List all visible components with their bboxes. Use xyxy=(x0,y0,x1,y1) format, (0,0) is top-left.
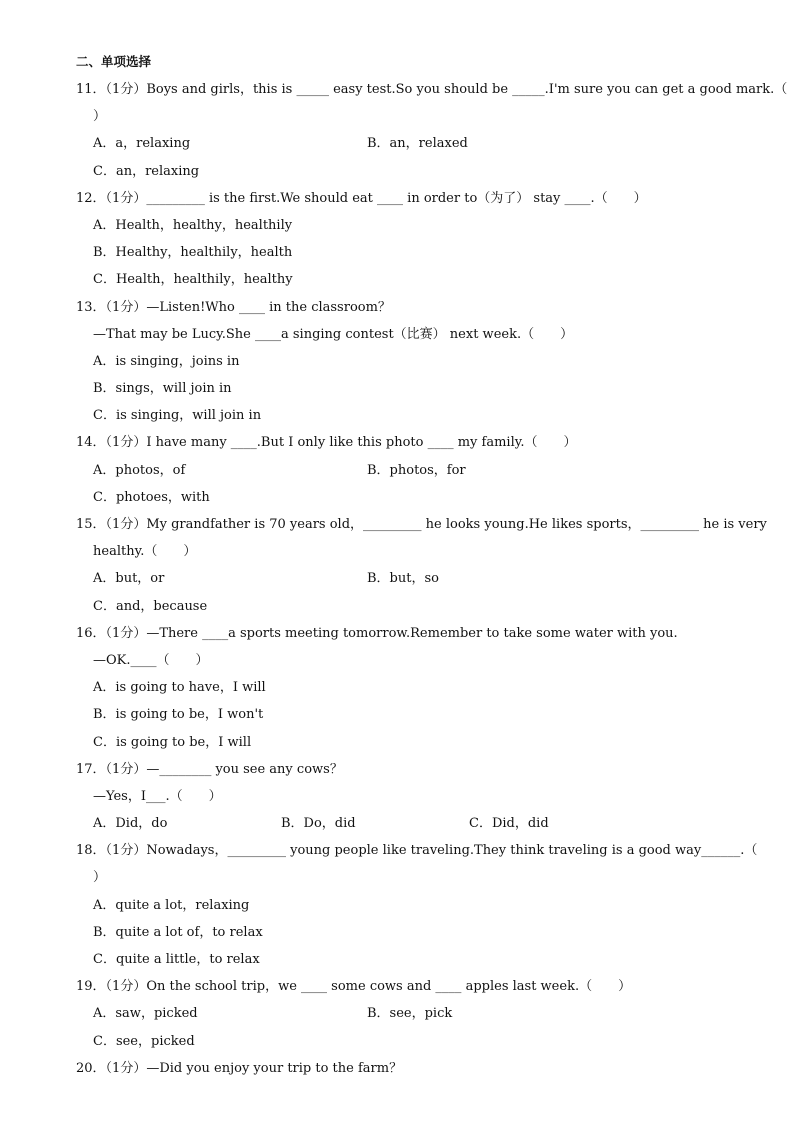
question-stem-continuation: ） xyxy=(93,870,107,886)
answer-option: A．but，or xyxy=(93,571,165,587)
section-title: 二、单项选择 xyxy=(76,54,152,69)
answer-option: B．is going to be，I won't xyxy=(93,707,264,723)
question-17 xyxy=(76,756,726,838)
question-stem: 14．（1分）I have many ____.But I only like this photo ____ my family.（ ） xyxy=(76,435,577,451)
question-20 xyxy=(76,1055,726,1082)
answer-option: C．Did，did xyxy=(469,816,549,832)
answer-option: C．and，because xyxy=(93,598,208,614)
question-stem: 18．（1分）Nowadays，_________ young people like traveling.They think traveling is a good way______.（ xyxy=(76,843,758,859)
answer-option: A．Health，healthy，healthily xyxy=(93,217,293,233)
answer-option: A．a，relaxing xyxy=(93,136,191,152)
answer-option: B．but，so xyxy=(367,571,439,587)
answer-option: A．is singing，joins in xyxy=(93,353,240,369)
answer-option: B．sings，will join in xyxy=(93,381,232,397)
answer-option: C．is singing，will join in xyxy=(93,408,262,424)
answer-option: A．saw，picked xyxy=(93,1006,198,1022)
question-19 xyxy=(76,973,726,1055)
options-row xyxy=(76,565,726,592)
question-13 xyxy=(76,294,726,430)
answer-option: A．Did，do xyxy=(93,816,168,832)
question-14 xyxy=(76,429,726,511)
answer-option: B．Healthy，healthily，health xyxy=(93,245,293,261)
question-stem: 19．（1分）On the school trip，we ____ some cows and ____ apples last week.（ ） xyxy=(76,979,632,995)
answer-option: B．photos，for xyxy=(367,462,466,478)
answer-option: C．photoes，with xyxy=(93,489,210,505)
answer-option: B．quite a lot of，to relax xyxy=(93,924,263,940)
options-row xyxy=(76,457,726,484)
question-11 xyxy=(76,76,788,185)
options-row xyxy=(76,1000,726,1027)
question-16 xyxy=(76,620,726,756)
answer-option: C．an，relaxing xyxy=(93,163,200,179)
answer-option: B．see，pick xyxy=(367,1006,453,1022)
question-12 xyxy=(76,185,726,294)
answer-option: C．Health，healthily，healthy xyxy=(93,272,293,288)
question-stem-continuation: ） xyxy=(93,109,107,125)
answer-option: C．is going to be，I will xyxy=(93,734,252,750)
question-stem: 11．（1分）Boys and girls，this is _____ easy test.So you should be _____.I'm sure you can get a good mark.（ xyxy=(76,82,788,97)
question-stem: 15．（1分）My grandfather is 70 years old，_________ he looks young.He likes sports，_________ he is very xyxy=(76,517,767,532)
answer-option: A．photos，of xyxy=(93,462,186,478)
answer-option: C．quite a little，to relax xyxy=(93,952,260,967)
question-stem: 12．（1分）_________ is the first.We should eat ____ in order to（为了） stay ____.（ ） xyxy=(76,190,647,206)
question-list xyxy=(76,76,788,1082)
answer-option: B．an，relaxed xyxy=(367,136,468,152)
question-stem-continuation: healthy.（ ） xyxy=(93,544,197,560)
answer-option: A．quite a lot，relaxing xyxy=(93,897,250,913)
question-stem: 20．（1分）—Did you enjoy your trip to the farm？ xyxy=(76,1060,403,1076)
question-stem: 17．（1分）—________ you see any cows？ xyxy=(76,761,343,777)
question-stem: 16．（1分）—There ____a sports meeting tomorrow.Remember to take some water with you. xyxy=(76,625,678,641)
question-15 xyxy=(76,511,767,620)
question-stem-continuation: —OK.____（ ） xyxy=(93,652,209,668)
answer-option: A．is going to have，I will xyxy=(93,680,266,696)
options-row xyxy=(76,810,726,837)
question-stem: 13．（1分）—Listen!Who ____ in the classroom？ xyxy=(76,299,391,315)
answer-option: C．see，picked xyxy=(93,1033,195,1049)
options-row xyxy=(76,130,726,157)
question-18 xyxy=(76,837,758,973)
answer-option: B．Do，did xyxy=(281,816,356,832)
question-stem-continuation: —That may be Lucy.She ____a singing contest（比赛） next week.（ ） xyxy=(93,326,574,342)
question-stem-continuation: —Yes，I___.（ ） xyxy=(93,788,222,804)
